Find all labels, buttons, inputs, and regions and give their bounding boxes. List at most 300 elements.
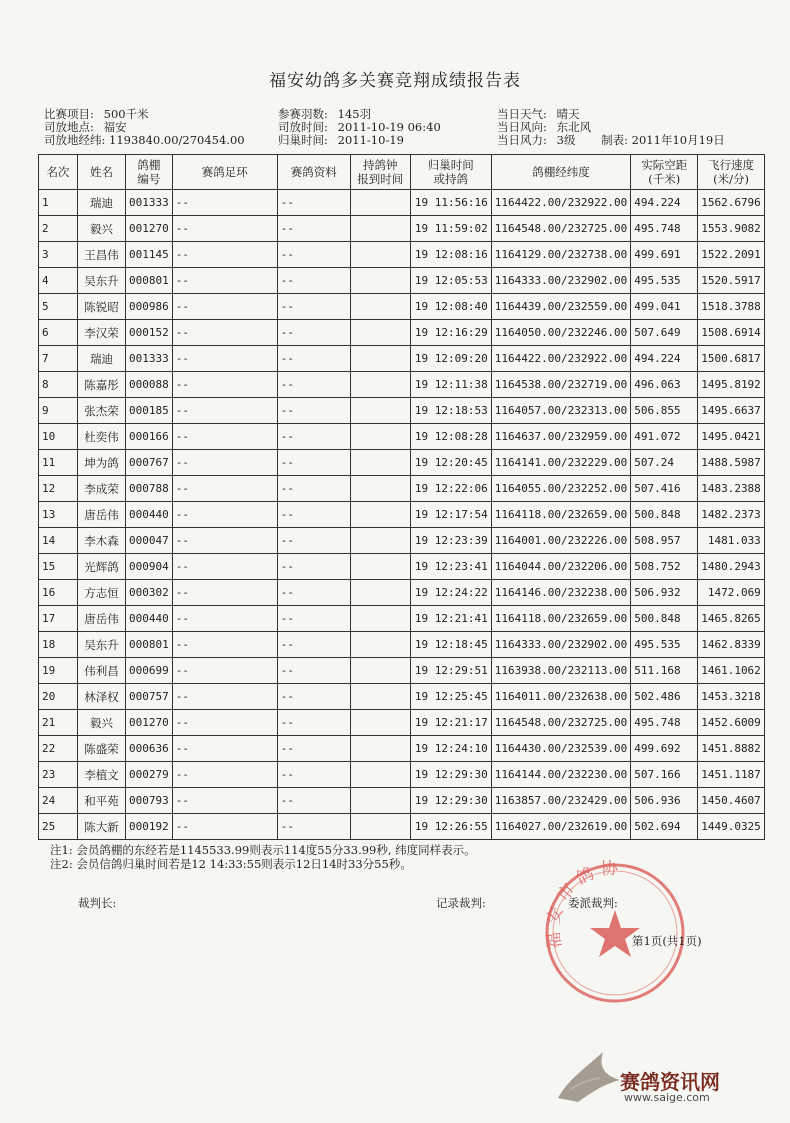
table-cell: 494.224 — [631, 346, 698, 372]
table-cell: 毅兴 — [78, 710, 126, 736]
table-cell — [350, 346, 410, 372]
table-cell: 508.957 — [631, 528, 698, 554]
table-cell: 1461.1062 — [698, 658, 765, 684]
table-cell: 和平苑 — [78, 788, 126, 814]
table-cell: 502.694 — [631, 814, 698, 840]
table-cell: 000801 — [126, 268, 173, 294]
table-cell: 19 12:29:30 — [410, 762, 491, 788]
project-label: 比赛项目: — [44, 107, 94, 121]
table-cell: 10 — [39, 424, 78, 450]
table-cell: 3 — [39, 242, 78, 268]
table-cell: 1164011.00/232638.00 — [491, 684, 630, 710]
table-cell: -- — [277, 190, 350, 216]
table-cell: 1164548.00/232725.00 — [491, 216, 630, 242]
table-cell: 496.063 — [631, 372, 698, 398]
table-cell: 1462.8339 — [698, 632, 765, 658]
table-cell: 000788 — [126, 476, 173, 502]
table-cell: -- — [277, 632, 350, 658]
table-cell: 000440 — [126, 502, 173, 528]
table-row — [39, 788, 765, 814]
table-cell: -- — [172, 736, 277, 762]
table-cell: -- — [277, 372, 350, 398]
table-cell: 陈嘉彤 — [78, 372, 126, 398]
place-label: 司放地点: — [44, 120, 94, 134]
table-cell: 陈大新 — [78, 814, 126, 840]
table-cell: 19 11:56:16 — [410, 190, 491, 216]
table-cell: 1481.033 — [698, 528, 765, 554]
table-cell: -- — [277, 450, 350, 476]
table-cell: 000047 — [126, 528, 173, 554]
watermark-url: www.saige.com — [624, 1091, 710, 1104]
table-cell: -- — [172, 632, 277, 658]
table-cell: 19 11:59:02 — [410, 216, 491, 242]
table-cell: 495.748 — [631, 216, 698, 242]
table-cell: -- — [277, 242, 350, 268]
table-cell: 坤为鸽 — [78, 450, 126, 476]
table-cell: -- — [277, 268, 350, 294]
table-cell: 19 12:11:38 — [410, 372, 491, 398]
table-cell — [350, 450, 410, 476]
table-cell — [350, 294, 410, 320]
table-cell: -- — [172, 580, 277, 606]
table-cell: -- — [172, 762, 277, 788]
table-cell: -- — [172, 528, 277, 554]
table-cell: 1163857.00/232429.00 — [491, 788, 630, 814]
table-cell: 1488.5987 — [698, 450, 765, 476]
table-cell — [350, 684, 410, 710]
table-cell: 5 — [39, 294, 78, 320]
table-cell: 19 12:21:41 — [410, 606, 491, 632]
table-cell: 王昌伟 — [78, 242, 126, 268]
table-cell: -- — [277, 710, 350, 736]
table-cell: 1164538.00/232719.00 — [491, 372, 630, 398]
table-cell: 19 12:24:22 — [410, 580, 491, 606]
table-cell — [350, 710, 410, 736]
table-cell: 12 — [39, 476, 78, 502]
table-cell: 唐岳伟 — [78, 606, 126, 632]
info-coords — [44, 135, 245, 147]
table-cell: 000767 — [126, 450, 173, 476]
table-row — [39, 372, 765, 398]
table-row — [39, 450, 765, 476]
table-cell: 1518.3788 — [698, 294, 765, 320]
column-header: 鸽棚经纬度 — [491, 155, 630, 190]
table-cell: 23 — [39, 762, 78, 788]
table-cell: 508.752 — [631, 554, 698, 580]
table-cell: -- — [277, 398, 350, 424]
table-cell: 杜奕伟 — [78, 424, 126, 450]
table-cell: 1163938.00/232113.00 — [491, 658, 630, 684]
table-cell: 1553.9082 — [698, 216, 765, 242]
table-cell: -- — [277, 476, 350, 502]
table-cell — [350, 788, 410, 814]
table-cell: 1 — [39, 190, 78, 216]
table-cell: 25 — [39, 814, 78, 840]
coords-label: 司放地经纬: — [44, 133, 106, 147]
results-table — [38, 154, 765, 840]
table-cell: 000757 — [126, 684, 173, 710]
table-cell: 1449.0325 — [698, 814, 765, 840]
table-cell: -- — [172, 710, 277, 736]
table-cell: 000636 — [126, 736, 173, 762]
table-cell: 19 12:23:39 — [410, 528, 491, 554]
table-cell: 000986 — [126, 294, 173, 320]
table-cell — [350, 502, 410, 528]
release-value: 2011-10-19 06:40 — [337, 120, 441, 134]
table-cell: -- — [172, 242, 277, 268]
table-cell — [350, 762, 410, 788]
report-title: 福安幼鸽多关赛竞翔成绩报告表 — [269, 71, 521, 91]
table-cell: 19 12:17:54 — [410, 502, 491, 528]
column-header: 实际空距 (千米) — [631, 155, 698, 190]
table-cell: 1164333.00/232902.00 — [491, 632, 630, 658]
table-cell: -- — [172, 268, 277, 294]
weather-label: 当日天气: — [497, 107, 547, 121]
table-cell: -- — [172, 346, 277, 372]
table-cell: 495.535 — [631, 632, 698, 658]
table-row — [39, 658, 765, 684]
wind-force-value: 3级 — [556, 133, 576, 147]
info-release — [278, 122, 441, 134]
made-label: 制表: — [601, 133, 629, 147]
wind-dir-label: 当日风向: — [497, 120, 547, 134]
table-cell — [350, 528, 410, 554]
column-header: 赛鸽足环 — [172, 155, 277, 190]
column-header: 姓名 — [78, 155, 126, 190]
table-cell: 7 — [39, 346, 78, 372]
table-cell: 吴东升 — [78, 268, 126, 294]
table-cell: 1450.4607 — [698, 788, 765, 814]
table-cell: -- — [172, 424, 277, 450]
table-cell: 20 — [39, 684, 78, 710]
table-cell: 瑞迪 — [78, 190, 126, 216]
table-cell: 499.041 — [631, 294, 698, 320]
table-cell: 林泽权 — [78, 684, 126, 710]
table-cell — [350, 424, 410, 450]
wind-dir-value: 东北风 — [556, 120, 592, 134]
table-cell: 19 12:16:29 — [410, 320, 491, 346]
table-cell: 495.535 — [631, 268, 698, 294]
column-header: 归巢时间 或持鸽 — [410, 155, 491, 190]
table-cell: 李植文 — [78, 762, 126, 788]
table-cell: 22 — [39, 736, 78, 762]
table-cell: -- — [172, 372, 277, 398]
table-cell: 1562.6796 — [698, 190, 765, 216]
table-cell: -- — [277, 762, 350, 788]
table-cell: -- — [277, 346, 350, 372]
table-row — [39, 736, 765, 762]
table-cell: -- — [172, 684, 277, 710]
table-cell: 000793 — [126, 788, 173, 814]
table-cell: 1453.3218 — [698, 684, 765, 710]
table-cell: 1164146.00/232238.00 — [491, 580, 630, 606]
count-value: 145羽 — [337, 107, 372, 121]
table-cell: -- — [277, 554, 350, 580]
table-cell — [350, 372, 410, 398]
table-cell — [350, 268, 410, 294]
table-cell: 毅兴 — [78, 216, 126, 242]
table-cell: 19 12:09:20 — [410, 346, 491, 372]
table-cell: 511.168 — [631, 658, 698, 684]
table-cell: 19 12:18:53 — [410, 398, 491, 424]
table-cell: 499.692 — [631, 736, 698, 762]
table-cell: 1451.8882 — [698, 736, 765, 762]
table-cell: 1164439.00/232559.00 — [491, 294, 630, 320]
table-cell: 19 12:29:30 — [410, 788, 491, 814]
table-cell: 495.748 — [631, 710, 698, 736]
table-cell: 1164057.00/232313.00 — [491, 398, 630, 424]
table-cell: 19 12:24:10 — [410, 736, 491, 762]
table-row — [39, 216, 765, 242]
table-cell: -- — [277, 606, 350, 632]
table-cell: -- — [172, 502, 277, 528]
table-cell: -- — [277, 216, 350, 242]
table-cell — [350, 606, 410, 632]
table-cell: 1500.6817 — [698, 346, 765, 372]
table-cell: 000279 — [126, 762, 173, 788]
table-cell: 1452.6009 — [698, 710, 765, 736]
table-cell: 6 — [39, 320, 78, 346]
table-cell: 19 12:21:17 — [410, 710, 491, 736]
stamp-text: 福安市鸽协 — [543, 858, 625, 951]
table-cell: 1495.8192 — [698, 372, 765, 398]
table-cell: 001270 — [126, 216, 173, 242]
table-cell — [350, 632, 410, 658]
made-value: 2011年10月19日 — [631, 133, 725, 147]
table-cell: -- — [172, 788, 277, 814]
table-row — [39, 762, 765, 788]
table-cell: 500.848 — [631, 502, 698, 528]
table-row — [39, 424, 765, 450]
info-wind-force — [497, 135, 725, 147]
table-cell: 1164144.00/232230.00 — [491, 762, 630, 788]
table-cell: 507.24 — [631, 450, 698, 476]
table-cell: 1451.1187 — [698, 762, 765, 788]
table-cell — [350, 554, 410, 580]
table-cell: 1480.2943 — [698, 554, 765, 580]
table-row — [39, 242, 765, 268]
column-header: 持鸽钟 报到时间 — [350, 155, 410, 190]
count-label: 参赛羽数: — [278, 107, 328, 121]
table-cell: 507.416 — [631, 476, 698, 502]
table-cell: 1164001.00/232226.00 — [491, 528, 630, 554]
table-cell: 19 12:05:53 — [410, 268, 491, 294]
table-cell: 1164430.00/232539.00 — [491, 736, 630, 762]
table-cell: -- — [172, 606, 277, 632]
table-cell: 吴东升 — [78, 632, 126, 658]
table-cell: -- — [277, 528, 350, 554]
table-cell: 1483.2388 — [698, 476, 765, 502]
table-cell: 光辉鸽 — [78, 554, 126, 580]
table-cell: -- — [277, 788, 350, 814]
dispatch-label: 委派裁判: — [568, 896, 618, 910]
table-cell: 1164333.00/232902.00 — [491, 268, 630, 294]
release-label: 司放时间: — [278, 120, 328, 134]
table-cell: 19 12:08:16 — [410, 242, 491, 268]
table-row — [39, 320, 765, 346]
pigeon-logo-icon — [548, 1040, 628, 1110]
table-cell: -- — [172, 658, 277, 684]
table-cell: 001333 — [126, 346, 173, 372]
table-cell: 方志恒 — [78, 580, 126, 606]
table-cell: 000699 — [126, 658, 173, 684]
table-cell: 507.649 — [631, 320, 698, 346]
table-cell: 陈盛荣 — [78, 736, 126, 762]
table-cell: 1164637.00/232959.00 — [491, 424, 630, 450]
table-cell: 000166 — [126, 424, 173, 450]
note-2: 注2: 会员信鸽归巢时间若是12 14:33:55则表示12日14时33分55秒。 — [50, 857, 412, 871]
table-row — [39, 398, 765, 424]
table-cell: 1164141.00/232229.00 — [491, 450, 630, 476]
watermark-text: 赛鸽资讯网 — [620, 1070, 720, 1094]
column-header: 赛鸽资料 — [277, 155, 350, 190]
table-cell: 506.932 — [631, 580, 698, 606]
coords-value: 1193840.00/270454.00 — [109, 133, 245, 147]
table-cell: 1164129.00/232738.00 — [491, 242, 630, 268]
table-cell: 001270 — [126, 710, 173, 736]
table-cell: 506.855 — [631, 398, 698, 424]
table-cell: 2 — [39, 216, 78, 242]
table-cell: 500.848 — [631, 606, 698, 632]
table-cell — [350, 580, 410, 606]
table-body — [39, 190, 765, 840]
info-return — [278, 135, 404, 147]
table-cell: -- — [172, 320, 277, 346]
table-cell: 1164548.00/232725.00 — [491, 710, 630, 736]
table-cell: 494.224 — [631, 190, 698, 216]
table-cell: 1472.069 — [698, 580, 765, 606]
table-cell: 1164050.00/232246.00 — [491, 320, 630, 346]
table-cell — [350, 398, 410, 424]
table-cell: -- — [172, 554, 277, 580]
info-weather — [497, 109, 580, 121]
table-cell: 000440 — [126, 606, 173, 632]
table-cell — [350, 190, 410, 216]
weather-value: 晴天 — [556, 107, 580, 121]
table-cell: -- — [172, 398, 277, 424]
table-cell: -- — [277, 424, 350, 450]
table-cell: 陈锐昭 — [78, 294, 126, 320]
page-number: 第1页(共1页) — [632, 934, 702, 948]
table-cell: 伟利昌 — [78, 658, 126, 684]
table-row — [39, 502, 765, 528]
table-cell: -- — [277, 684, 350, 710]
table-cell: 李汉荣 — [78, 320, 126, 346]
project-value: 500千米 — [103, 107, 149, 121]
table-row — [39, 190, 765, 216]
column-header: 名次 — [39, 155, 78, 190]
table-cell: 1482.2373 — [698, 502, 765, 528]
table-cell: -- — [172, 814, 277, 840]
table-cell: -- — [277, 658, 350, 684]
table-cell: 000302 — [126, 580, 173, 606]
table-cell: -- — [172, 450, 277, 476]
table-cell: 1164055.00/232252.00 — [491, 476, 630, 502]
table-row — [39, 632, 765, 658]
table-row — [39, 814, 765, 840]
table-cell: 1164044.00/232206.00 — [491, 554, 630, 580]
table-cell — [350, 814, 410, 840]
table-cell: 001145 — [126, 242, 173, 268]
table-cell: 19 — [39, 658, 78, 684]
table-row — [39, 476, 765, 502]
table-cell — [350, 476, 410, 502]
table-cell: 1520.5917 — [698, 268, 765, 294]
table-cell: 507.166 — [631, 762, 698, 788]
table-cell: 21 — [39, 710, 78, 736]
table-cell: 唐岳伟 — [78, 502, 126, 528]
table-cell: 1164422.00/232922.00 — [491, 346, 630, 372]
info-place — [44, 122, 127, 134]
table-row — [39, 294, 765, 320]
table-cell: 8 — [39, 372, 78, 398]
table-cell: 19 12:22:06 — [410, 476, 491, 502]
table-row — [39, 554, 765, 580]
table-cell: 000801 — [126, 632, 173, 658]
table-cell: -- — [172, 294, 277, 320]
table-row — [39, 684, 765, 710]
table-cell: 24 — [39, 788, 78, 814]
table-cell: 19 12:25:45 — [410, 684, 491, 710]
table-cell: 000185 — [126, 398, 173, 424]
table-cell: 1164422.00/232922.00 — [491, 190, 630, 216]
table-cell: 000904 — [126, 554, 173, 580]
table-cell: -- — [172, 190, 277, 216]
table-cell — [350, 658, 410, 684]
table-cell: 13 — [39, 502, 78, 528]
place-value: 福安 — [103, 120, 127, 134]
table-row — [39, 606, 765, 632]
table-cell — [350, 242, 410, 268]
table-cell: 14 — [39, 528, 78, 554]
table-cell: 19 12:18:45 — [410, 632, 491, 658]
table-cell: 李木森 — [78, 528, 126, 554]
table-cell: -- — [277, 320, 350, 346]
table-cell: -- — [277, 294, 350, 320]
table-cell: -- — [172, 216, 277, 242]
table-cell: 19 12:23:41 — [410, 554, 491, 580]
table-cell: 11 — [39, 450, 78, 476]
table-cell: -- — [277, 814, 350, 840]
column-header: 飞行速度 (米/分) — [698, 155, 765, 190]
info-project — [44, 109, 149, 121]
table-cell — [350, 216, 410, 242]
table-cell: 1164027.00/232619.00 — [491, 814, 630, 840]
table-cell: -- — [277, 736, 350, 762]
table-cell: 4 — [39, 268, 78, 294]
table-cell: 1522.2091 — [698, 242, 765, 268]
table-row — [39, 528, 765, 554]
table-cell: -- — [277, 502, 350, 528]
table-cell: 张杰荣 — [78, 398, 126, 424]
table-cell: 001333 — [126, 190, 173, 216]
table-cell: 506.936 — [631, 788, 698, 814]
table-cell: 19 12:29:51 — [410, 658, 491, 684]
table-cell: -- — [172, 476, 277, 502]
table-cell: 9 — [39, 398, 78, 424]
table-cell: -- — [277, 580, 350, 606]
table-cell: 000192 — [126, 814, 173, 840]
return-value: 2011-10-19 — [337, 133, 404, 147]
table-cell: 瑞迪 — [78, 346, 126, 372]
table-cell — [350, 320, 410, 346]
note-1: 注1: 会员鸽棚的东经若是1145533.99则表示114度55分33.99秒, 纬度同样表示。 — [50, 843, 476, 857]
table-cell: 19 12:26:55 — [410, 814, 491, 840]
judge-label: 裁判长: — [78, 896, 117, 910]
table-cell: 19 12:20:45 — [410, 450, 491, 476]
table-cell: 15 — [39, 554, 78, 580]
table-cell: 000088 — [126, 372, 173, 398]
